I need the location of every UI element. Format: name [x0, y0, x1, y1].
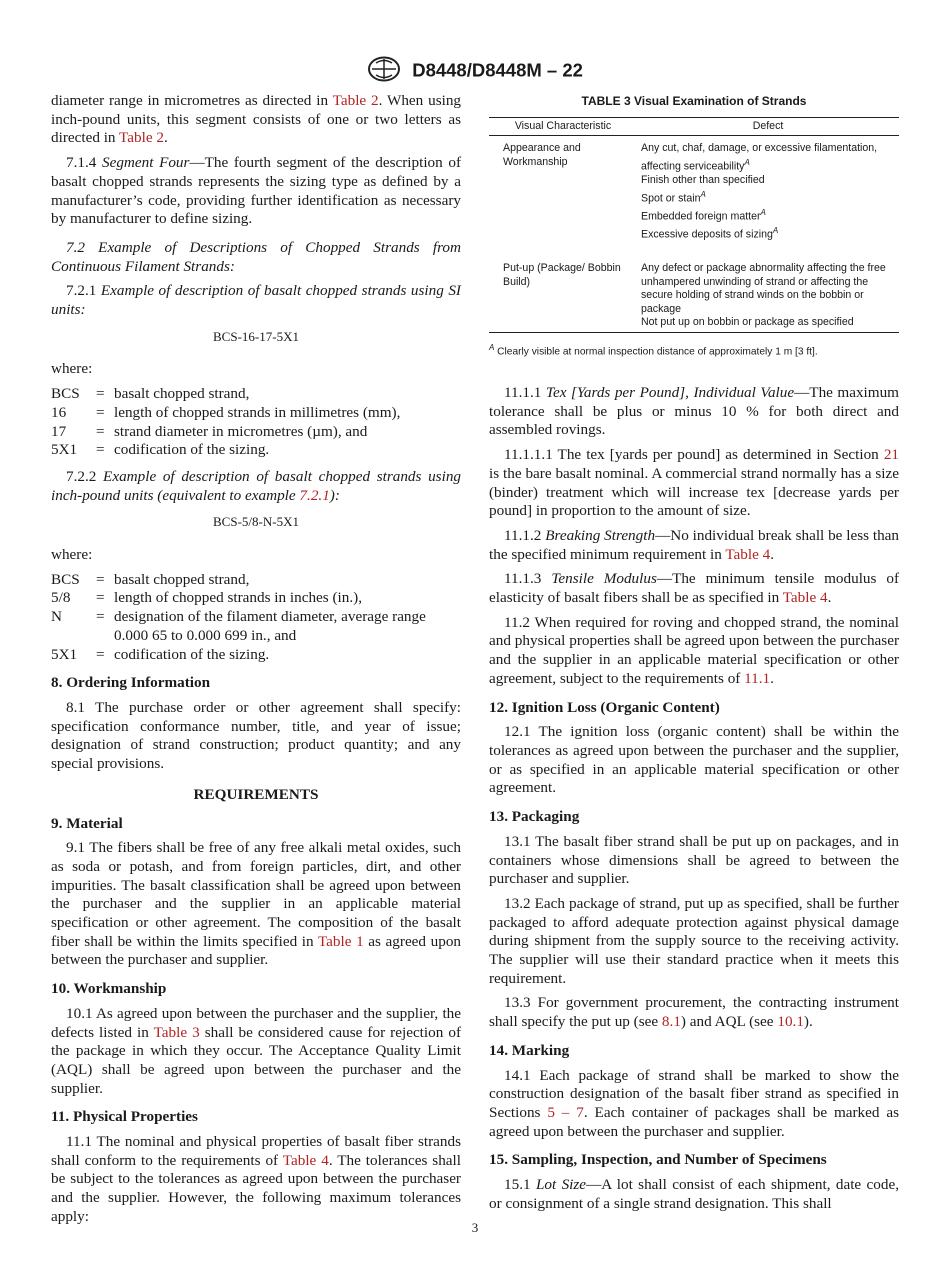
page-header: [0, 56, 950, 87]
link-table-4[interactable]: Table 4: [282, 1151, 329, 1169]
section-12-1: 12.1 The ignition loss (organic content) shall be within the tolerances as agreed upon between the purchaser and the supplier, or as specified in an applicable material specification or other agreement.: [489, 723, 899, 797]
page-number: 3: [471, 1220, 479, 1235]
section-heading-14: 14. Marking: [489, 1041, 570, 1059]
column-header: Visual Characteristic: [489, 117, 637, 136]
section-heading-9: 9. Material: [51, 814, 123, 832]
definition-row: BCS = basalt chopped strand,: [51, 385, 250, 403]
section-7-2-2: 7.2.2 Example of description of basalt chopped strands using inch-pound units (equivalent to example 7.2.1):: [51, 467, 462, 504]
section-11-1-3: 11.1.3 Tensile Modulus—The minimum tensile modulus of elasticity of basalt fibers shall be as specified in Table 4.: [489, 570, 900, 607]
definitions-inch: [51, 571, 461, 665]
section-11-1-1: 11.1.1 Tex [Yards per Pound], Individual Value—The maximum tolerance shall be plus or minus 10 % for both direct and assembled rovings.: [489, 384, 899, 439]
section-13-3: 13.3 For government procurement, the contracting instrument shall specify the put up (see 8.1) and AQL (see 10.1).: [489, 994, 899, 1031]
section-heading-10: 10. Workmanship: [51, 980, 167, 998]
section-11-1-1-1: 11.1.1.1 The tex [yards per pound] as determined in Section 21 is the bare basalt nominal. A commercial strand normally has a size (binder) treatment which will increase tex [decrease yards per pound] in proportion to the amount of size.: [489, 446, 899, 520]
section-13-1: 13.1 The basalt fiber strand shall be put up on packages, and in containers whose dimensions shall be agreed to between the purchaser and supplier.: [489, 832, 899, 888]
table-3-footnote: $^A$ Clearly visible at normal inspection distance of approximately 1 m [3 ft].: [489, 342, 818, 358]
link-7-2-1[interactable]: 7.2.1: [299, 486, 330, 504]
example-code-inch: BCS-5/8-N-5X1: [213, 514, 299, 530]
section-heading-11: 11. Physical Properties: [51, 1108, 198, 1126]
section-11-2: 11.2 When required for roving and chopped strand, the nominal and physical properties shall be agreed upon between the purchaser and the supplier in an applicable material specification or other agreement, subject to the requirements of 11.1.: [489, 613, 899, 687]
link-section-21[interactable]: 21: [883, 446, 899, 464]
link-table-1[interactable]: Table 1: [317, 932, 364, 950]
section-7-1-4: 7.1.4 Segment Four—The fourth segment of the description of basalt chopped strands represents the sizing type as defined by a manufacturer’s code, providing further identification as necessary by manufacturer to define sizing.: [51, 154, 462, 228]
section-heading-13: 13. Packaging: [489, 808, 580, 826]
section-10-1: 10.1 As agreed upon between the purchaser and the supplier, the defects listed in Table 3 shall be considered cause for rejection of the package in which they occur. The Acceptance Quality Limit (AQL) shall be agreed upon between the purchaser and the supplier.: [51, 1004, 461, 1097]
link-table-2[interactable]: Table 2: [119, 129, 164, 147]
definition-row: N = designation of the filament diameter, average range 0.000 65 to 0.000 699 in., and: [51, 608, 426, 644]
section-7-2-1: 7.2.1 Example of description of basalt chopped strands using SI units:: [51, 282, 461, 319]
definition-row: 5X1 = codification of the sizing.: [51, 645, 270, 663]
document-code: D8448/D8448M – 22: [412, 59, 583, 81]
requirements-heading: REQUIREMENTS: [193, 785, 319, 803]
link-8-1[interactable]: 8.1: [661, 1013, 681, 1031]
astm-logo-icon: [367, 56, 401, 87]
definitions-si: [51, 385, 400, 460]
left-column: [51, 92, 461, 1233]
link-11-1[interactable]: 11.1: [744, 669, 771, 687]
example-code-si: BCS-16-17-5X1: [213, 328, 299, 344]
table-cell: Appearance and Workmanship: [503, 142, 581, 168]
where-label: where:: [51, 360, 93, 378]
section-9-1: 9.1 The fibers shall be free of any free alkali metal oxides, such as soda or potash, and from foreign particles, dirt, and other impurities. The basalt classification shall be agreed upon between the purchaser and the supplier in an applicable material specification or other agreement. The composition of the basalt fiber shall be within the limits specified in Table 1 as agreed upon between the purchaser and supplier.: [51, 839, 462, 969]
section-15-1: 15.1 Lot Size—A lot shall consist of each shipment, date code, or consignment of a single strand designation. This shall: [489, 1176, 899, 1212]
link-10-1[interactable]: 10.1: [777, 1013, 804, 1031]
link-sections-5-7[interactable]: 5 – 7: [547, 1103, 584, 1121]
table-3-title: TABLE 3 Visual Examination of Strands: [581, 94, 807, 108]
table-header-row: [489, 117, 899, 136]
table-row: [489, 136, 899, 256]
table-cell: Any cut, chaf, damage, or excessive filamentation, affecting serviceability$^A$ Finish other than specified Spot or stain$^A$ Embedded foreign matter$^A$ Excessive deposits of sizing$^A$: [641, 142, 878, 241]
table-3: [489, 117, 899, 333]
section-11-1: 11.1 The nominal and physical properties of basalt fiber strands shall conform to the requirements of Table 4. The tolerances shall be subject to the tolerances as agreed upon between the purchaser and the supplier. However, the following maximum tolerances apply:: [51, 1133, 461, 1225]
definition-row: 16 = length of chopped strands in millimetres (mm),: [51, 403, 401, 421]
definition-row: 5X1 = codification of the sizing.: [51, 441, 270, 459]
definition-row: 5/8 = length of chopped strands in inches (in.),: [51, 589, 363, 607]
section-14-1: 14.1 Each package of strand shall be marked to show the construction designation of the basalt fiber strand as specified in Sections 5 – 7. Each container of packages shall be marked as agreed upon between the purchaser and supplier.: [489, 1066, 900, 1140]
table-cell: Any defect or package abnormality affecting the free unhampered unwinding of strand or affecting the secure holding of strand winds on the bobbin or package Not put up on bobbin or package as specified: [637, 256, 899, 332]
section-13-2: 13.2 Each package of strand, put up as specified, shall be further packaged to afford adequate protection against physical damage during shipment from the supply source to the receiving activity. The supplier will use their standard practice when it meets this requirement.: [489, 894, 899, 987]
paragraph: diameter range in micrometres as directed in Table 2. When using inch-pound units, this segment consists of one or two letters as directed in Table 2.: [51, 92, 462, 147]
link-table-2[interactable]: Table 2: [332, 92, 379, 109]
section-8-1: 8.1 The purchase order or other agreement shall specify: specification conformance number, title, and year of issue; designation of strand construction; product quantity; and any special provisions.: [51, 698, 461, 773]
section-heading-12: 12. Ignition Loss (Organic Content): [489, 698, 720, 716]
column-header: Defect: [637, 117, 899, 136]
section-11-1-2: 11.1.2 Breaking Strength—No individual break shall be less than the specified minimum requirement in Table 4.: [489, 526, 899, 563]
link-table-4[interactable]: Table 4: [725, 545, 771, 563]
definition-row: 17 = strand diameter in micrometres (µm), and: [51, 422, 368, 440]
link-table-4[interactable]: Table 4: [782, 589, 828, 607]
section-7-2: 7.2 Example of Descriptions of Chopped Strands from Continuous Filament Strands:: [51, 238, 461, 275]
right-column: [489, 92, 899, 1219]
table-row: [489, 256, 899, 332]
link-table-3[interactable]: Table 3: [153, 1023, 200, 1041]
section-heading-15: 15. Sampling, Inspection, and Number of Specimens: [489, 1151, 827, 1169]
table-cell: Put-up (Package/ Bobbin Build): [489, 256, 637, 332]
where-label: where:: [51, 546, 93, 564]
definition-row: BCS = basalt chopped strand,: [51, 570, 250, 588]
section-heading-8: 8. Ordering Information: [51, 674, 211, 692]
